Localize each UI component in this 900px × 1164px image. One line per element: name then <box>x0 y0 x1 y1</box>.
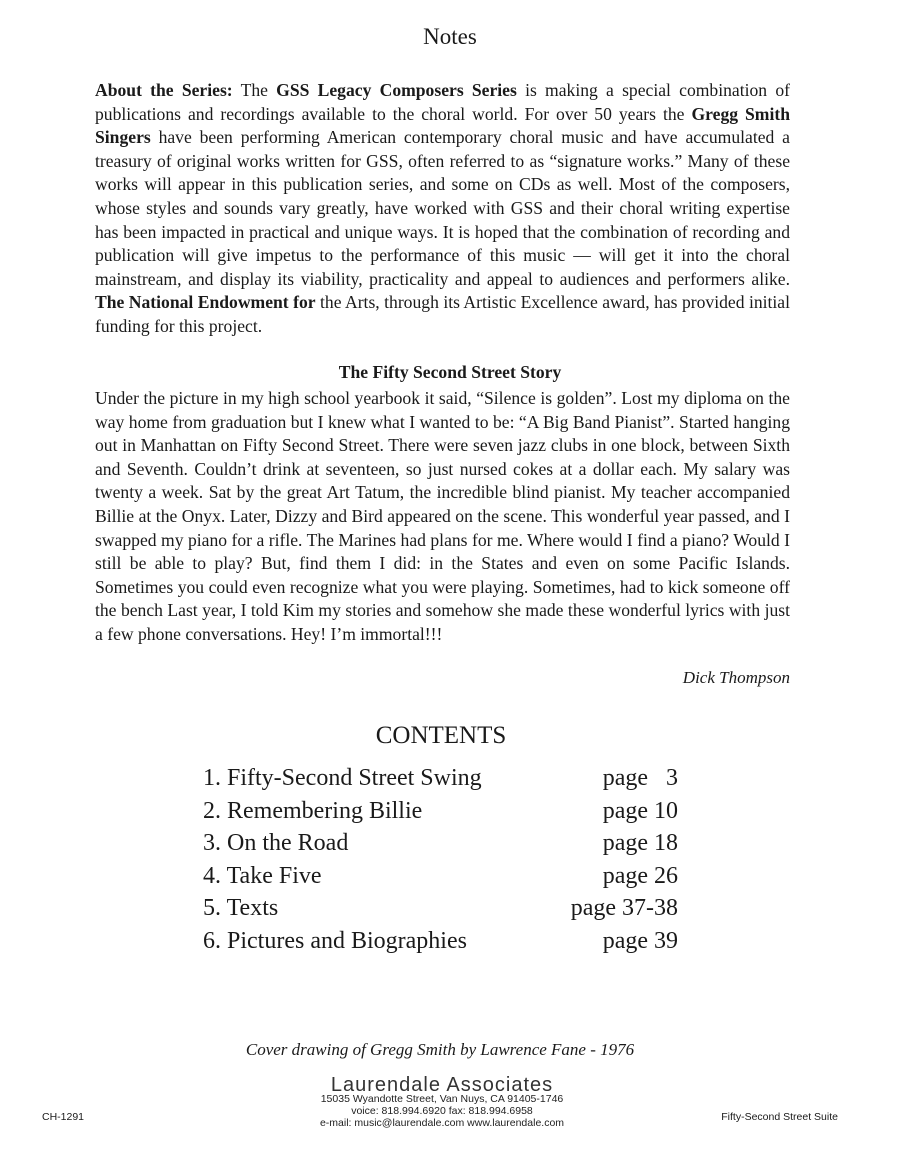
contents-item <box>203 827 678 860</box>
contents-item-title: 2. Remembering Billie <box>203 797 423 824</box>
contents-item-title: 5. Texts <box>203 895 279 922</box>
contents-item-page: page 10 <box>602 797 678 824</box>
work-title-footer: Fifty-Second Street Suite <box>721 1111 838 1123</box>
cover-credit: Cover drawing of Gregg Smith by Lawrence Fane - 1976 <box>245 1040 635 1059</box>
about-label: About the Series: <box>95 80 233 100</box>
about-text-4: the Arts, through its Artistic Excellence award, has provided initial funding for this project. <box>95 292 790 336</box>
story-title: The Fifty Second Street Story <box>338 362 562 382</box>
contents-item-page: page 26 <box>602 862 678 889</box>
about-series-paragraph <box>95 79 790 339</box>
story-signature: Dick Thompson <box>682 668 790 687</box>
about-text-1: The <box>232 80 277 100</box>
contents-item-title: 4. Take Five <box>203 862 322 889</box>
contents-item <box>203 892 678 925</box>
contents-item <box>203 925 678 958</box>
contents-item <box>203 795 678 828</box>
publisher-contact: e-mail: music@laurendale.com www.laurendale.com <box>319 1117 565 1129</box>
contents-item-title: 6. Pictures and Biographies <box>203 927 467 954</box>
page-title: Notes <box>423 24 477 49</box>
contents-item-page: page 18 <box>602 830 678 857</box>
about-text-3: have been performing American contemporary choral music and have accumulated a treasury of original works written for GSS, often referred to as “signature works.” Many of these works will appear in this publication series, and some on CDs as well. Most of the composers, whose styles and sounds vary greatly, have worked with GSS and their choral writing expertise has been impacted in practical and unique ways. It is hoped that the combination of recording and publication will give impetus to the performance of this music — will get it into the choral mainstream, and display its viability, practicality and appeal to audiences and performers alike. <box>95 127 790 289</box>
singers-name: Gregg Smith Singers <box>95 103 790 148</box>
nea-name: The National Endowment for <box>95 292 316 313</box>
series-name: GSS Legacy Composers Series <box>276 80 517 100</box>
about-text-2: is making a special combination of publications and recordings available to the choral world. For over 50 years the <box>95 80 790 124</box>
contents-item-page: page 3 <box>602 765 678 791</box>
contents-item-page: page 37-38 <box>570 895 678 922</box>
contents-item <box>203 860 678 893</box>
catalog-code: CH-1291 <box>42 1111 85 1123</box>
publisher-name: Laurendale Associates <box>330 1074 554 1096</box>
contents-item-title: 1. Fifty-Second Street Swing <box>203 765 482 791</box>
contents-list <box>203 762 678 958</box>
story-paragraph: Under the picture in my high school yearbook it said, “Silence is golden”. Lost my diploma on the way home from graduation but I knew what I wanted to be: “A Big Band Pianist”. Started hanging out in Manhattan on Fifty Second Street. There were seven jazz clubs in one block, between Sixth and Seventh. Couldn’t drink at seventeen, so just nursed cokes at a dollar each. My salary was twenty a week. Sat by the great Art Tatum, the incredible blind pianist. My teacher accompanied Billie at the Onyx. Later, Dizzy and Bird appeared on the scene. This wonderful year passed, and I swapped my piano for a rifle. The Marines had plans for me. Where would I find a piano? Would I still be able to play? But, find them I did: in the States and even on some Pacific Islands. Sometimes you could even recognize what you were playing. Sometimes, had to kick someone off the bench Last year, I told Kim my stories and somehow she made these wonderful lyrics with just a few phone conversations. Hey! I’m immortal!!! <box>95 388 790 644</box>
contents-item-page: page 39 <box>602 927 678 954</box>
contents-title: CONTENTS <box>375 722 507 749</box>
contents-item <box>203 762 678 795</box>
contents-item-title: 3. On the Road <box>203 830 349 857</box>
publisher-phone: voice: 818.994.6920 fax: 818.994.6958 <box>351 1105 533 1117</box>
publisher-address: 15035 Wyandotte Street, Van Nuys, CA 91405-1746 <box>320 1093 564 1105</box>
